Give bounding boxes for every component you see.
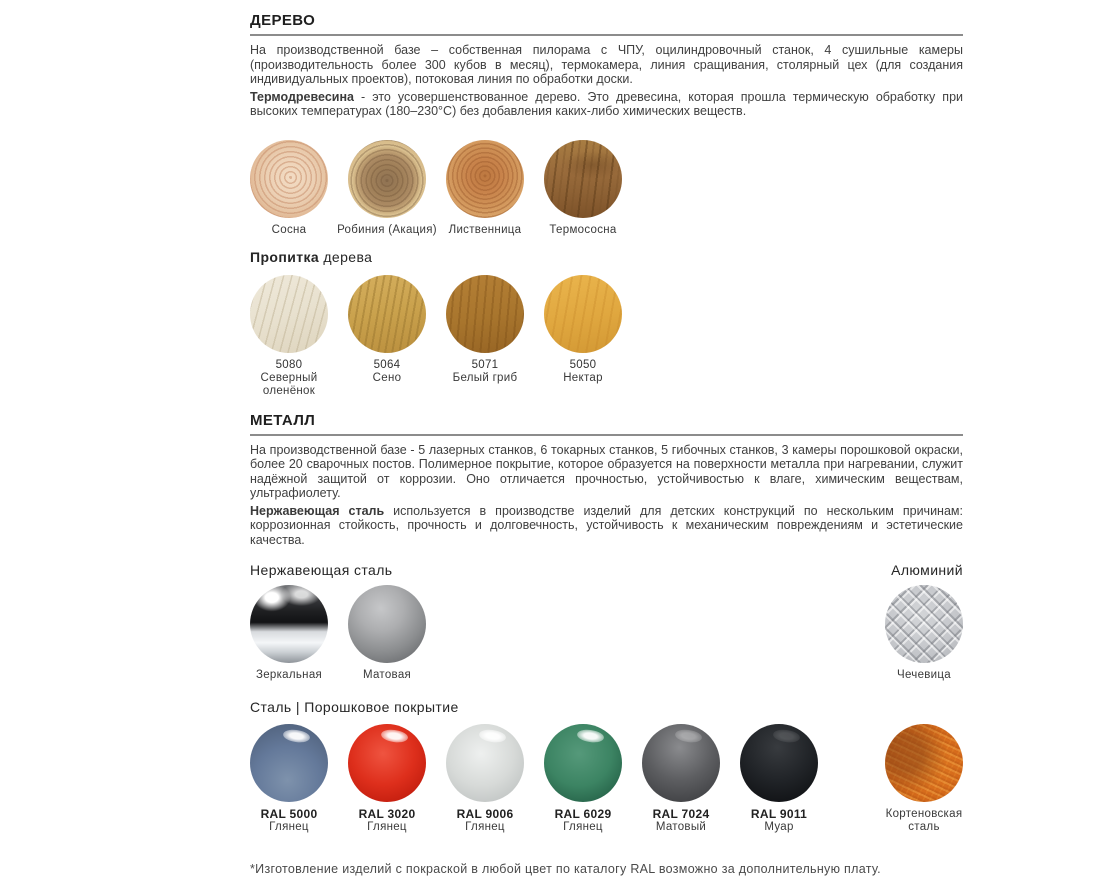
ral5000-ball-image — [250, 724, 328, 802]
powder-swatch-ral3020 — [348, 724, 426, 834]
ral-finish: Глянец — [563, 821, 603, 833]
impregnation-code: 5080 — [275, 358, 303, 371]
impregnation-subheading-rest: дерева — [319, 248, 373, 265]
powder-swatch-ral9011 — [740, 724, 818, 834]
stainless-text: используется в производстве изделий для детских конструкций по нескольким причинам: коррозионная стойкость, прочность и долговечность, устойчивость к механическим повреждениям и эстетические качества. — [250, 503, 963, 547]
impregnation-5080-image — [250, 275, 328, 353]
larch-swatch-image — [446, 140, 524, 218]
impregnation-5071-image — [446, 275, 524, 353]
ral-finish: Глянец — [269, 821, 309, 833]
aluminum-subheading: Алюминий — [891, 562, 963, 578]
swatch-label: Матовая — [362, 669, 412, 681]
ral7024-ball-image — [642, 724, 720, 802]
ral-finish: Матовый — [655, 821, 707, 833]
swatch-label: Лиственница — [448, 223, 522, 236]
wood-swatch-thermopine — [544, 140, 622, 237]
thermopine-swatch-image — [544, 140, 622, 218]
ral-finish: Муар — [764, 821, 794, 833]
swatch-label: Чечевица — [897, 669, 951, 681]
ral-code: RAL 9006 — [456, 807, 514, 821]
ral-finish: Глянец — [367, 821, 407, 833]
ral-code: RAL 9011 — [750, 807, 808, 821]
impregnation-code: 5050 — [569, 358, 597, 371]
metal-section-title: МЕТАЛЛ — [250, 411, 316, 429]
metal-subheadings-row — [250, 562, 963, 578]
thermowood-lead: Термодревесина — [250, 89, 354, 104]
ral-code: RAL 3020 — [358, 807, 416, 821]
thermowood-text: - это усовершенствованное дерево. Это древесина, которая прошла термическую обработку при высоких температурах (180–230°С) без добавления каких-либо химических веществ. — [250, 89, 963, 118]
metal-intro-paragraph: На производственной базе - 5 лазерных станков, 6 токарных станков, 5 гибочных станков, 3 камеры порошковой окраски, более 20 сварочных постов. Полимерное покрытие, которое образуется на поверхности металла при нагревании, служит надёжной защитой от коррозии. Оно отличается прочностью, устойчивостью к влаге, химическим веществам, ультрафиолету. — [250, 442, 963, 500]
corten-steel-image — [885, 724, 963, 802]
impregnation-code: 5071 — [471, 358, 499, 371]
impregnation-5050-image — [544, 275, 622, 353]
swatch-label: Термососна — [549, 223, 617, 236]
powder-swatch-ral6029 — [544, 724, 622, 834]
thermowood-paragraph — [250, 90, 963, 119]
content-column — [250, 0, 963, 876]
stainless-swatch-mirror — [250, 585, 328, 682]
powder-coating-row — [250, 724, 963, 834]
corten-steel-swatch — [885, 724, 963, 834]
mirror-finish-image — [250, 585, 328, 663]
stainless-swatch-matte — [348, 585, 426, 682]
swatch-label: Зеркальная — [255, 669, 323, 681]
swatch-label: Сосна — [271, 223, 307, 236]
impregnation-code: 5064 — [373, 358, 401, 371]
pine-swatch-image — [250, 140, 328, 218]
impregnation-5064-image — [348, 275, 426, 353]
ral6029-ball-image — [544, 724, 622, 802]
impregnation-row — [250, 275, 963, 398]
ral-code: RAL 6029 — [554, 807, 612, 821]
impregnation-subheading — [250, 249, 963, 265]
powder-swatch-ral5000 — [250, 724, 328, 834]
stainless-lead: Нержавеющая сталь — [250, 503, 385, 518]
wood-swatch-robinia — [337, 140, 437, 237]
ral-finish: Глянец — [465, 821, 505, 833]
ral-code: RAL 7024 — [652, 807, 710, 821]
robinia-swatch-image — [348, 140, 426, 218]
section-divider — [250, 434, 963, 436]
stainless-subheading: Нержавеющая сталь — [250, 562, 393, 578]
powder-swatch-ral7024 — [642, 724, 720, 834]
ral-footnote: *Изготовление изделий с покраской в любой цвет по каталогу RAL возможно за дополнительную плату. — [250, 862, 881, 876]
ral9011-ball-image — [740, 724, 818, 802]
impregnation-name: Сено — [372, 371, 402, 384]
powder-swatch-ral9006 — [446, 724, 524, 834]
wood-species-row — [250, 140, 963, 237]
matte-finish-image — [348, 585, 426, 663]
wood-intro-paragraph: На производственной базе – собственная пилорама с ЧПУ, оцилиндровочный станок, 4 сушильные камеры (производительность более 300 кубов в месяц), термокамера, линия сращивания, столярный цех (для создания индивидуальных проектов), потоковая линия по обработки доски. — [250, 43, 963, 86]
impregnation-swatch-5071 — [446, 275, 524, 385]
impregnation-name: Белый гриб — [452, 371, 518, 384]
stainless-row — [250, 585, 963, 682]
impregnation-swatch-5064 — [348, 275, 426, 385]
powder-coating-subheading: Сталь | Порошковое покрытие — [250, 699, 459, 715]
stainless-paragraph — [250, 504, 963, 548]
wood-section-title: ДЕРЕВО — [250, 12, 316, 29]
impregnation-subheading-lead: Пропитка — [250, 248, 320, 265]
ral3020-ball-image — [348, 724, 426, 802]
ral9006-ball-image — [446, 724, 524, 802]
impregnation-name: Нектар — [563, 371, 603, 384]
impregnation-swatch-5080 — [250, 275, 328, 398]
checker-plate-image — [885, 585, 963, 663]
impregnation-swatch-5050 — [544, 275, 622, 385]
section-divider — [250, 34, 963, 36]
wood-swatch-pine — [250, 140, 328, 237]
swatch-label: Кортеновская сталь — [885, 808, 963, 833]
impregnation-name: Северный оленёнок — [260, 371, 318, 397]
ral-code: RAL 5000 — [260, 807, 318, 821]
wood-swatch-larch — [446, 140, 524, 237]
aluminum-swatch-lentil — [885, 585, 963, 682]
swatch-label: Робиния (Акация) — [337, 223, 437, 236]
